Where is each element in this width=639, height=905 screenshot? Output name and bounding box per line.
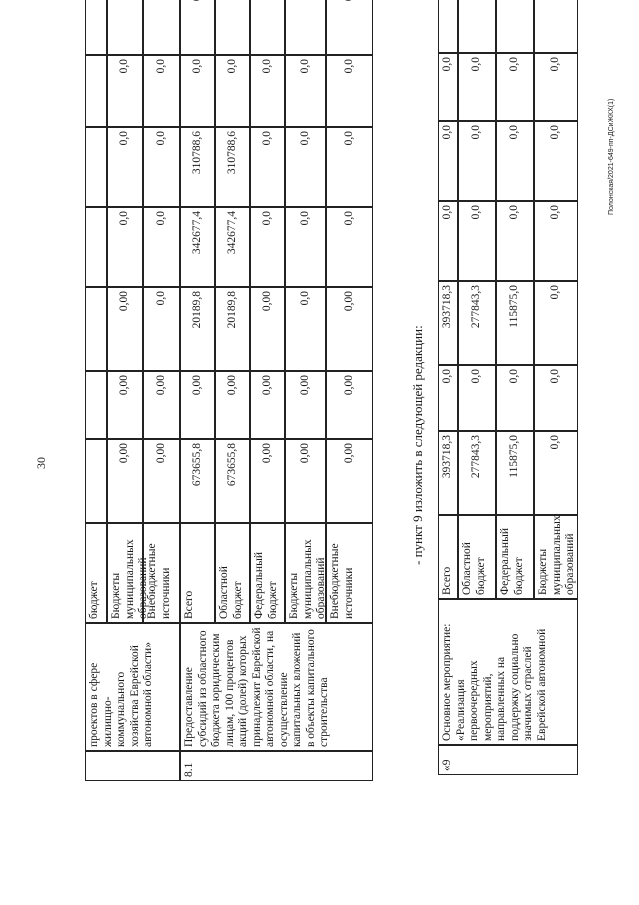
amount-cell: 0,0 bbox=[143, 55, 180, 127]
amount-cell: 0,0 bbox=[534, 121, 578, 201]
amount-cell: 673655,8 bbox=[180, 439, 215, 523]
amount-cell: 0,0 bbox=[458, 201, 496, 281]
amount-cell bbox=[534, 0, 578, 53]
amount-cell: 0,0 bbox=[458, 121, 496, 201]
row-number: 8.1 bbox=[180, 751, 373, 781]
amount-cell: 20189,8 bbox=[215, 287, 250, 371]
amount-cell: 0,0 bbox=[143, 127, 180, 207]
amount-cell: 0,0 bbox=[107, 127, 143, 207]
amount-cell: 310788,6 bbox=[180, 127, 215, 207]
amount-cell bbox=[285, 0, 326, 55]
amount-cell: 673655,8 bbox=[215, 439, 250, 523]
amount-cell: 0,0 bbox=[107, 55, 143, 127]
amount-cell: 0,00 bbox=[326, 439, 373, 523]
amount-cell: 0,0 bbox=[215, 55, 250, 127]
amount-cell: 0,0 bbox=[180, 55, 215, 127]
amount-cell: 0,0 bbox=[534, 431, 578, 515]
amount-cell: 0,0 bbox=[438, 201, 458, 281]
footer-file-path: Полонская/2021-649-пп-ДСиЖКХ(1) bbox=[608, 98, 615, 215]
amount-cell bbox=[85, 55, 107, 127]
amount-cell bbox=[107, 0, 143, 55]
funding-source: Федеральный бюджет bbox=[250, 523, 285, 623]
amount-cell: 0,00 bbox=[215, 371, 250, 439]
amount-cell: 0,0 bbox=[285, 287, 326, 371]
amount-cell: 0,00 bbox=[250, 439, 285, 523]
amount-cell bbox=[85, 371, 107, 439]
amount-cell: 0,00 bbox=[107, 371, 143, 439]
funding-source: Бюджеты муниципальных образований bbox=[285, 523, 326, 623]
amount-cell: 0,0 bbox=[285, 55, 326, 127]
funding-source: Федеральный бюджет bbox=[496, 515, 534, 599]
amount-cell: 0,0 bbox=[250, 55, 285, 127]
activity-description: Основное мероприятие: «Реализация первоочередных мероприятий, направленных на поддержку социально значимых отраслей Еврейской автономной bbox=[438, 599, 578, 745]
amount-cell: 0,00 bbox=[285, 439, 326, 523]
amount-cell: 0,0 bbox=[143, 207, 180, 287]
amount-cell: 0,0 bbox=[250, 207, 285, 287]
amount-cell: 0,00 bbox=[143, 371, 180, 439]
amount-cell: 0,0 bbox=[496, 53, 534, 121]
amount-cell bbox=[215, 0, 250, 55]
funding-source: бюджет bbox=[85, 523, 107, 623]
amount-cell bbox=[85, 127, 107, 207]
amount-cell: 0,0 bbox=[458, 53, 496, 121]
amount-cell: 0,0 bbox=[438, 121, 458, 201]
activity-description: проектов в сфере жилищно-коммунального хозяйства Еврейской автономной области» bbox=[85, 623, 180, 751]
amount-cell: 277843,3 bbox=[458, 431, 496, 515]
amount-cell: 0,0 bbox=[250, 127, 285, 207]
amount-cell: 0,00 bbox=[107, 287, 143, 371]
amount-cell: 277843,3 bbox=[458, 281, 496, 365]
row-number: «9 bbox=[438, 745, 578, 775]
funding-source: Всего bbox=[180, 523, 215, 623]
funding-source: Всего bbox=[438, 515, 458, 599]
amount-cell: 0,00 bbox=[107, 439, 143, 523]
funding-source: Бюджеты муниципальных образований bbox=[107, 523, 143, 623]
amount-cell: 0,0 bbox=[285, 127, 326, 207]
amount-cell: 0,0 bbox=[326, 55, 373, 127]
amount-cell: 115875,0 bbox=[496, 431, 534, 515]
amount-cell: 0,0 bbox=[438, 365, 458, 431]
amount-cell: 0,0 bbox=[534, 53, 578, 121]
funding-source: Внебюджетные источники bbox=[326, 523, 373, 623]
amount-cell: 0,0 bbox=[326, 127, 373, 207]
row-number bbox=[85, 751, 180, 781]
amount-cell: 20189,8 bbox=[180, 287, 215, 371]
amount-cell: 0,00 bbox=[180, 371, 215, 439]
amount-cell: 0,0 bbox=[534, 201, 578, 281]
amount-cell: 393718,3 bbox=[438, 431, 458, 515]
amount-cell: 0,0 bbox=[496, 201, 534, 281]
funding-source: Областной бюджет bbox=[458, 515, 496, 599]
amount-cell: 0,00 bbox=[326, 371, 373, 439]
amount-cell bbox=[458, 0, 496, 53]
amount-cell bbox=[438, 0, 458, 53]
amount-cell: 0,0 bbox=[534, 281, 578, 365]
activity-description: Предоставление субсидий из областного бюджета юридическим лицам, 100 процентов акций (долей) которых принадлежит Еврейской автономной области, на осуществление капитальных вложений в объекты капитального строительства bbox=[180, 623, 373, 751]
amount-cell: 342677,4 bbox=[180, 207, 215, 287]
amount-cell: 0,0 bbox=[534, 365, 578, 431]
amount-cell: 0,0 bbox=[326, 207, 373, 287]
amount-cell: 342677,4 bbox=[215, 207, 250, 287]
funding-source: Внебюджетные источники bbox=[143, 523, 180, 623]
funding-source: Областной бюджет bbox=[215, 523, 250, 623]
amount-cell bbox=[85, 207, 107, 287]
amount-cell bbox=[85, 439, 107, 523]
amount-cell: 0,0 bbox=[496, 121, 534, 201]
amount-cell: 0,0 bbox=[458, 365, 496, 431]
amount-cell bbox=[326, 0, 373, 55]
amount-cell bbox=[85, 0, 107, 55]
amount-cell bbox=[250, 0, 285, 55]
amount-cell bbox=[85, 287, 107, 371]
amount-cell: 0,00 bbox=[285, 371, 326, 439]
amount-cell: 0,00 bbox=[250, 287, 285, 371]
amendment-paragraph: - пункт 9 изложить в следующей редакции: bbox=[410, 325, 425, 565]
amount-cell: 0,00 bbox=[250, 371, 285, 439]
amount-cell: 0,0 bbox=[438, 53, 458, 121]
funding-source: Бюджеты муниципальных образований bbox=[534, 515, 578, 599]
amount-cell: 0,0 bbox=[107, 207, 143, 287]
amount-cell: 310788,6 bbox=[215, 127, 250, 207]
amount-cell bbox=[180, 0, 215, 55]
amount-cell: 0,00 bbox=[326, 287, 373, 371]
amount-cell: 0,0 bbox=[285, 207, 326, 287]
amount-cell bbox=[496, 0, 534, 53]
amount-cell: 0,0 bbox=[143, 287, 180, 371]
amount-cell: 393718,3 bbox=[438, 281, 458, 365]
amount-cell: 0,00 bbox=[143, 439, 180, 523]
amount-cell: 115875,0 bbox=[496, 281, 534, 365]
amount-cell: 0,0 bbox=[496, 365, 534, 431]
page-number: 30 bbox=[34, 457, 48, 469]
amount-cell bbox=[143, 0, 180, 55]
